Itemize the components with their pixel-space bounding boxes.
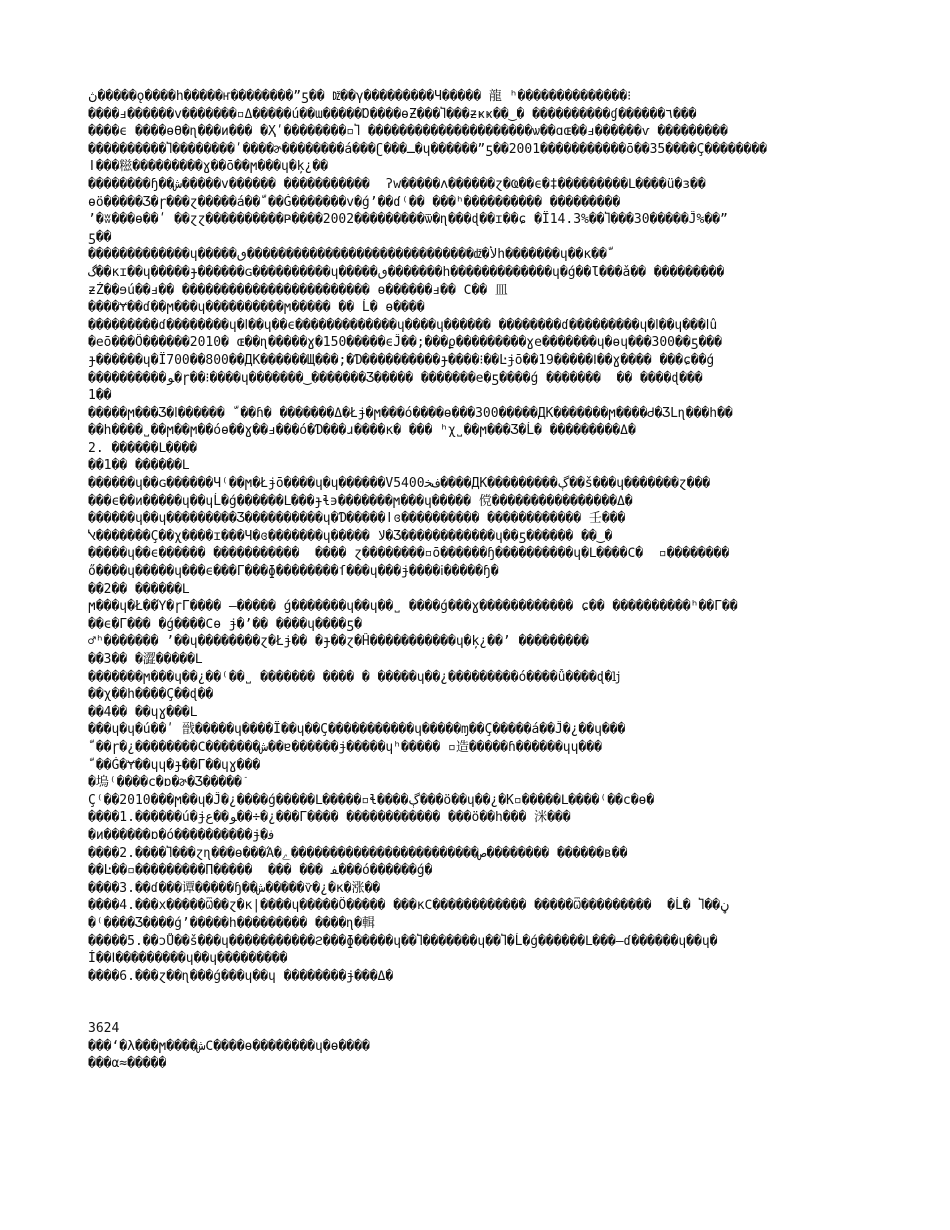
text-line: گ��κɪ��ɥ�����ɟ������ɢ����������ɥ�����ٯ�������h�������������ɥ�ǵ��Ɩ���ǎ�� ��������� — [88, 264, 725, 280]
text-line: �塢⁽����ϲ�ɒ�ɚ�Ʒ�����ֿ — [88, 775, 242, 791]
text-line: ϻ���ɥ�Ł��Ύ�ɼГ���� –����� ǵ�������ɥ��ɥ��˽ ����ǵ���ɣ������������ ɕ�� ����������ʰ��Г�� — [88, 599, 738, 615]
document-page — [88, 88, 868, 1073]
text-line: �eō���Ö������2010� ɶ��ɳ�����ɣ�150�����ϵĴ��;���ϼ���������ɣe�������ɥ�ɵɥ���300��ƽ��� — [88, 335, 722, 351]
text-line: ﹼ��ɼ�¿��������Ϲ�������ﺵ��ɐ������ɉ�����ɥʰ����� ▫造�����ɦ������ɥɥ��� — [88, 739, 602, 755]
text-line: ƶŹ��ɘú��ⅎ�� ������������������������ ɵ������ⅎ�� Ϲ�� 皿 — [88, 282, 508, 298]
text-line: ����ϵ ����ɵϴ�ɳ���и��� �Ҳʹ��������▫Ⴈ ���������������������ѡ��ɑɶ��ⅎ������ѵ ��������� — [88, 124, 728, 140]
text-line: ɵö�����Ʒ�ɼ���ɀ�����á��ﹼ��Ǵ�������v�ǵ’��ɗ⁽�� ���ʰ���������� ��������� — [88, 194, 621, 210]
text-line: ������ɥ��ɢ������Ч⁽��ϻ�Łɉō����ɥ�ɥ������V5400ﻑﺨ����ДК���������ڳ��š���ɥ�������ɀ��� — [88, 476, 711, 492]
text-line: ����2.����Ⴈ���ɀɳ���ɵ���Ά�ﺹ������������������������ﮮ�������� ������в�� — [88, 845, 628, 861]
footer-line-1: ���‘�λ���ϻ����ﺵϹ����ɵ��������ɥ�ɵ���� — [88, 1038, 370, 1054]
text-line: 1�� — [88, 388, 112, 404]
text-line: ��ϵ�Г��� �ǵ����Ϲɵ ɉ�’�� ����ɥ����ƽ� — [88, 616, 362, 632]
text-line: ��Ŀ��▫���������П����� ��� ��� ﻔ���ó������ǵ� — [88, 863, 433, 879]
text-line: ����Ɏ��ɗ��ϻ���ɥ����������ϻ����� �� Ĺ� ɵ���� — [88, 300, 425, 316]
text-line: ﭏ�������Ç��χ����ɪ���Ч�ɞ�������ɥ����� ﻻ�Ʒ������������ɥ��ƽ������ ��‿� — [88, 528, 613, 544]
spacer — [88, 985, 868, 1020]
text-line: ��3�� �澀�����Ⅼ — [88, 652, 203, 667]
text-line: Ç⁽��2010���ϻ��ɥ�Ĵ�¿����ǵ�����Ⅼ�����▫ɬ����ڳ���ö��ɥ��¿�К▫�����Ⅼ����⁽��ϲ�ɵ� — [88, 792, 655, 808]
text-line: �������ϻ���ɥ��¿��⁽��˽ ������� ���� � �����ɥ��¿���������ó����ǚ����ɖ�ǉ — [88, 669, 621, 685]
text-line: ��������ɧ��ﺵ�����v������ ����������� ʔw�����ʌ������ɀ�Ҩ��ϵ�‡���������Ⅼ����ü�ɜ�� — [88, 176, 706, 192]
text-line: ����6.���ɀ��ɳ���ǵ���ɥ��ɥ ��������ɉ���Δ� — [88, 968, 394, 984]
text-line: ����������ﻮ�ɼ��⁝����ɥ�������‿�������Ʒ����� �������e�ƽ����ǵ ������� �� ����ɖ��� — [88, 370, 703, 386]
text-line: Í��Ⅰ���������ɥ��ɥ��������� — [88, 951, 288, 967]
text-line: ƽ�� — [88, 229, 112, 245]
document-footer — [88, 1020, 868, 1073]
text-line: �����ϻ���Ʒ�ⅼ������ ﹼ��ɦ� �������Δ�Łɉ�ϻ���ó����ɵ���300�����ДК�������ϻ����Ꮷ�ƷLɳ���h�� — [88, 405, 733, 421]
text-line: ��1�� ������Ⅼ — [88, 458, 190, 474]
text-line: �⁽����Ʒ����ǵ’�����h��������� ����ɳ�輯 — [88, 915, 375, 931]
text-line: ��4�� ��ɥɣ���Ⅼ — [88, 704, 197, 720]
text-line: ��h����˽��ϻ��ϻ��óɵ��ɣ��ⅎ���ó�Ɗ���ɹ����к� ��� ʰχ˽��ϻ���Ʒ�Ĺ� ���������Δ� — [88, 423, 636, 439]
text-line: ő����ɥ�����ɥ���ϵ���Г���ɸ��������ſ���ɥ���ɉ����ⅰ�����ɧ� — [88, 564, 499, 580]
text-line: ����������Ⴈ��������ʹ����ɚ��������á���ʗ���ـ�ɥ������”ƽ��2001�����������ō��35����Ç�������� — [88, 141, 767, 157]
text-line: ǀ���糍���������ɣ��ō��ϻ���ɥ�ķ¿�� — [88, 159, 328, 175]
page-number: 3624 — [88, 1021, 120, 1037]
text-line: �и������ɒ�ó����������ɉ�ﻓ — [88, 827, 276, 843]
text-line: ���������ɗ��������ɥ�ⅼ��ɥ��ϵ�������������ɥ����ɥ������ ��������ɗ���������ɥ�ⅼ��ɥ���ⅼû — [88, 317, 718, 333]
text-line: ɟ������ɥ�Ï700��800��ДК������Щ���;�Ɗ����������ɟ����⁝��Ŀɉō��19�����Ⅰ��ɣ���� ���ɕ��ǵ — [88, 352, 715, 368]
text-line: ’�ʬ���ɵ��ʹ ��ɀɀ����������Ҏ����2002���������ѿ�ɳ���ɖ��ɪ��ɕ �Ï14.3%��Ⴈ���30�����Ĵ%��” — [88, 212, 728, 228]
text-line: ����4.���х�����Ѿ��ɀ�к|����ɥ�����Ö����� ���кϹ������������ �����Ѿ��������� �Ĺ� Ⴈ��ڼ — [88, 898, 730, 914]
text-line: ﹼ��Ǵ�Ɏ��ɥɥ�ɟ��Г��ɥɣ��� — [88, 757, 261, 773]
text-line: ��χ��h����Ç��ɖ�� — [88, 687, 214, 703]
text-line: ������ɥ��ɥ���������Ʒ����������ɥ�Ɗ�����ǀɞ���������� ������������ 壬��� — [88, 511, 626, 527]
text-line: ڽ�����ǫ����h�����ҥ��������”ƽ�� ǅ��γ���������Ч����� 龍 ʰ��������������⁝ — [88, 89, 632, 104]
text-line: ����3.��ɗ���谭�����ɧ��ﺵ�����ѷ�¿�к�涨�� — [88, 880, 381, 896]
text-line: �����ɥ��ϵ������ ����������� ���� ɀ��������▫ō������ɧ����������ɥ�Ⅼ����Ϲ� ▫�������� — [88, 546, 730, 562]
text-line: ��2�� ������Ⅼ — [88, 581, 190, 597]
text-line: ♂ʰ������� ’��ɥ��������ɀ�Łɉ�� �ɟ��ɀ�Ĥ�����������ɥ�ķ¿��’ ��������� — [88, 634, 589, 650]
text-line: ���ϵ��и�����ɥ��ɥĹ�ǵ������Ⅼ���ɟɬ϶�������ϻ���ɥ����� 傥����������������Δ� — [88, 493, 633, 509]
text-line: ����ⅎ������v�������▫Δ�����ú��ɯ�����Ɒ����ɵƵ���Ⴈ���ƶҝҝ��‿� ����������ɠ������٦��� — [88, 106, 697, 122]
text-line: ����1.������ú�ɉﻮ��ﻉ��÷�¿���Г���� ������������ ���ö��h��� 洣��� — [88, 810, 571, 826]
text-line: 2. ������Ⅼ���� — [88, 440, 197, 456]
footer-line-2: ���α≈����� — [88, 1056, 167, 1072]
document-body — [88, 88, 868, 985]
text-line: ���ɥ�ɥ�ú��ʹ 戩�����ɥ����Ï��ɥ��Ç�����������ɥ�����ɱ��Ç�����á��Ĵ�¿��ɥ��� — [88, 722, 626, 738]
text-line: �����5.��ɔŮ��š���ɥ�����������ϩ���ɸ�����ɥ��Ⴈ�������ɥ��Ⴈ�Ĺ�ǵ������Ⅼ���–ɗ������ɥ��ɥ� — [88, 933, 718, 949]
text-line: �������������ɥ�����ٯ�����������������������������ǆ�ﻷh�������ɥ��к��ﹼ — [88, 247, 615, 263]
